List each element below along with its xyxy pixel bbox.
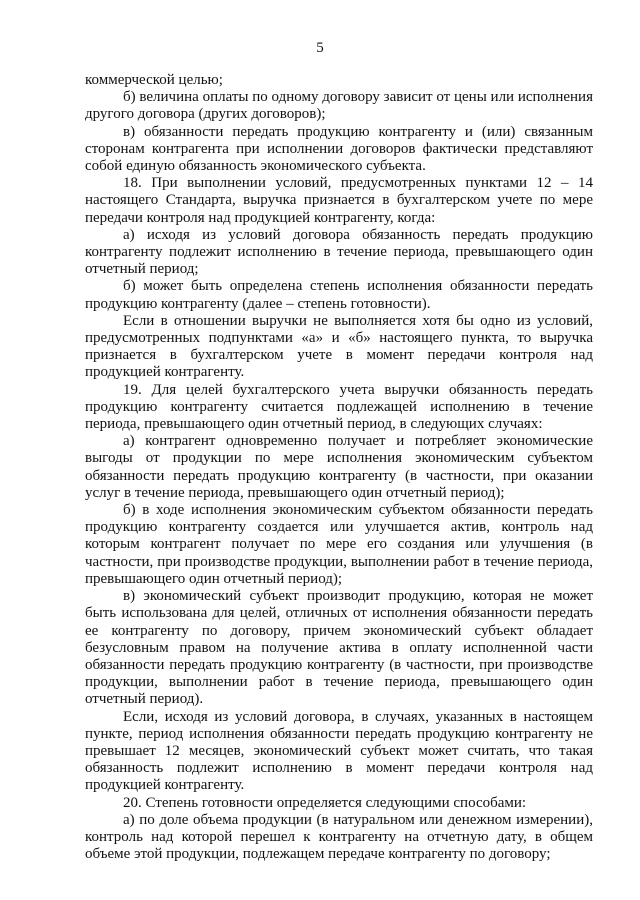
paragraph-17b: б) величина оплаты по одному договору зависит от цены или исполнения другого договора (других договоров); bbox=[85, 89, 593, 123]
paragraph-20a: а) по доле объема продукции (в натуральном или денежном измерении), контроль над которой перешел к контрагенту на отчетную дату, в общем объеме этой продукции, подлежащем передаче контрагенту по договору; bbox=[85, 811, 593, 863]
paragraph-20: 20. Степень готовности определяется следующими способами: bbox=[123, 794, 527, 811]
page-number: 5 bbox=[316, 40, 324, 56]
paragraph-19b: б) в ходе исполнения экономическим субъектом обязанности передать продукцию контрагенту создается или улучшается актив, контроль над которым контрагент получает по мере его создания или улучшения (в частности, при производстве продукции, выполнении работ в течение периода, превышающего один отчетный период); bbox=[85, 502, 593, 587]
paragraph-18a: а) исходя из условий договора обязанность передать продукцию контрагенту подлежит исполнению в течение периода, превышающего один отчетный период; bbox=[85, 226, 593, 278]
paragraph-19-note: Если, исходя из условий договора, в случаях, указанных в настоящем пункте, период исполнения обязанности передать продукцию контрагенту не превышает 12 месяцев, экономический субъект может считать, что такая обязанность подлежит исполнению в момент передачи контроля над продукцией контрагенту. bbox=[85, 708, 593, 794]
paragraph-19: 19. Для целей бухгалтерского учета выручки обязанность передать продукцию контрагенту считается подлежащей исполнению в течение периода, превышающего один отчетный период, в следующих случаях: bbox=[85, 381, 593, 433]
document-body bbox=[85, 72, 593, 863]
paragraph-19a: а) контрагент одновременно получает и потребляет экономические выгоды от продукции по мере исполнения экономическим субъектом обязанности передать продукцию контрагенту (в частности, при оказании услуг в течение периода, превышающего один отчетный период); bbox=[85, 433, 593, 501]
paragraph-18b: б) может быть определена степень исполнения обязанности передать продукцию контрагенту (далее – степень готовности). bbox=[85, 278, 593, 312]
paragraph-18: 18. При выполнении условий, предусмотренных пунктами 12 – 14 настоящего Стандарта, выручка признается в бухгалтерском учете по мере передачи контроля над продукцией контрагенту, когда: bbox=[85, 175, 593, 226]
paragraph-17v: в) обязанности передать продукцию контрагенту и (или) связанным сторонам контрагента при исполнении договоров фактически представляют собой единую обязанность экономического субъекта. bbox=[85, 123, 593, 175]
paragraph-18-note: Если в отношении выручки не выполняется хотя бы одно из условий, предусмотренных подпунктами «а» и «б» настоящего пункта, то выручка признается в бухгалтерском учете в момент передачи контроля над продукцией контрагенту. bbox=[85, 312, 593, 381]
paragraph-19v: в) экономический субъект производит продукцию, которая не может быть использована для целей, отличных от исполнения обязанности передать ее контрагенту по договору, причем экономический субъект обладает безусловным правом на получение актива в оплату исполненной части обязанности передать продукцию контрагенту (в частности, при производстве продукции, выполнении работ в течение периода, превышающего один отчетный период). bbox=[85, 588, 593, 708]
paragraph-continuation: коммерческой целью; bbox=[85, 72, 223, 88]
